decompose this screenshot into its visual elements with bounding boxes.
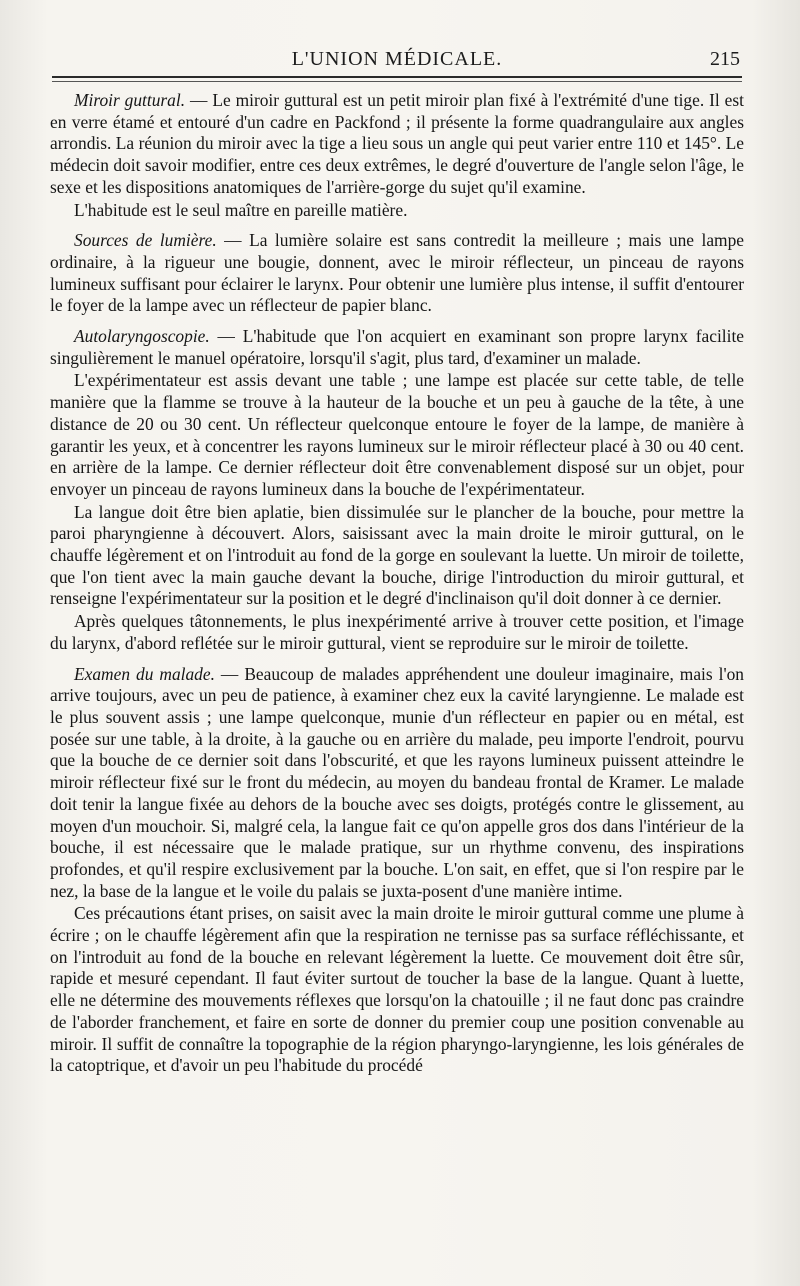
paragraph-autolaryngoscopie	[50, 326, 744, 369]
paragraph-text: Après quelques tâtonnements, le plus inexpérimenté arrive à trouver cette position, et l'image du larynx, d'abord reflétée sur le miroir guttural, vient se reproduire sur le miroir de toilette.	[50, 611, 744, 653]
paragraph-text: — La lumière solaire est sans contredit la meilleure ; mais une lampe ordinaire, à la rigueur une bougie, donnent, avec le miroir réflecteur, un pinceau de rayons lumineux suffisant pour éclairer le larynx. Pour obtenir une lumière plus intense, il suffit d'entourer le foyer de la lampe avec un réflecteur de papier blanc.	[50, 230, 744, 316]
article-body	[50, 90, 744, 1078]
paragraph-experimentateur	[50, 370, 744, 500]
journal-title: L'UNION MÉDICALE.	[291, 48, 503, 70]
running-head	[52, 44, 742, 76]
paragraph-habitude	[50, 200, 744, 222]
header-rule-thin	[52, 81, 742, 82]
section-heading: Sources de lumière.	[74, 230, 217, 251]
paragraph-text: — L'habitude que l'on acquiert en examinant son propre larynx facilite singulièrement le manuel opératoire, lorsqu'il s'agit, plus tard, d'examiner un malade.	[50, 326, 744, 368]
paragraph-miroir-guttural	[50, 90, 744, 199]
paragraph-examen-du-malade	[50, 664, 744, 903]
paragraph-sources-de-lumiere	[50, 230, 744, 317]
paragraph-text: La langue doit être bien aplatie, bien dissimulée sur le plancher de la bouche, pour mettre la paroi pharyngienne à découvert. Alors, saisissant avec la main droite le miroir guttural, on le chauffe légèrement et on l'introduit au fond de la gorge en soulevant la luette. Un miroir de toilette, que l'on tient avec la main gauche devant la bouche, dirige l'introduction du miroir guttural, et renseigne l'expérimentateur sur la position et le degré d'inclinaison qu'il doit donner à ce dernier.	[50, 501, 744, 609]
paragraph-tatonnements	[50, 611, 744, 654]
paragraph-text: — Le miroir guttural est un petit miroir plan fixé à l'extrémité d'une tige. Il est en verre étamé et entouré d'un cadre en Packfond ; il présente la forme quadrangulaire aux angles arrondis. La réunion du miroir avec la tige a lieu sous un angle qui peut varier entre 110 et 145°. Le médecin doit savoir modifier, entre ces deux extrêmes, le degré d'ouverture de l'angle selon l'âge, le sexe et les dispositions anatomiques de l'arrière-gorge du sujet qu'il examine.	[50, 90, 744, 197]
section-heading: Autolaryngoscopie.	[74, 326, 210, 347]
paragraph-langue	[50, 502, 744, 611]
paragraph-text: — Beaucoup de malades appréhendent une douleur imaginaire, mais l'on arrive toujours, avec un peu de patience, à examiner chez eux la cavité laryngienne. Le malade est le plus souvent assis ; une lampe quelconque, munie d'un réflecteur en papier ou en métal, est posée sur une table, à la droite, à la gauche ou en arrière du malade, peu importe l'endroit, pourvu que la bouche de ce dernier soit dans l'obscurité, et que les rayons lumineux puissent atteindre le miroir réflecteur fixé sur le front du médecin, au moyen du bandeau frontal de Kramer. Le malade doit tenir la langue fixée au dehors de la bouche avec ses doigts, protégés contre le glissement, au moyen d'un mouchoir. Si, malgré cela, la langue fait ce qu'on appelle gros dos dans l'intérieur de la bouche, il est nécessaire que le malade pratique, sur un rhythme convenu, des inspirations profondes, et qu'il respire exclusivement par la bouche. L'on sait, en effet, que si l'on respire par le nez, la base de la langue et le voile du palais se juxta-posent d'une manière intime.	[50, 663, 745, 901]
section-heading: Examen du malade.	[74, 663, 215, 684]
section-heading: Miroir guttural.	[74, 90, 186, 110]
header-rule	[52, 76, 742, 78]
paragraph-text: Ces précautions étant prises, on saisit avec la main droite le miroir guttural comme une plume à écrire ; on le chauffe légèrement afin que la respiration ne ternisse pas sa surface réfléchissante, et on l'introduit au fond de la bouche en relevant légèrement la luette. Ce mouvement doit être sûr, rapide et mesuré cependant. Il faut éviter surtout de toucher la base de la langue. Quant à luette, elle ne détermine des mouvements réflexes que lorsqu'on la chatouille ; il ne faut donc pas craindre de l'aborder franchement, et faire en sorte de donner du premier coup une position convenable au miroir. Il suffit de connaître la topographie de la région pharyngo-laryngienne, les lois générales de la catoptrique, et d'avoir un peu l'habitude du procédé	[50, 903, 744, 1076]
paragraph-precautions	[50, 903, 744, 1077]
paragraph-text: L'expérimentateur est assis devant une table ; une lampe est placée sur cette table, de telle manière que la flamme se trouve à la hauteur de la bouche et un peu à gauche de la tête, à une distance de 20 ou 30 cent. Un réflecteur quelconque entoure le foyer de la lampe, de manière à garantir les yeux, et à concentrer les rayons lumineux sur le miroir réflecteur placé à 30 ou 40 cent. en arrière de la lampe. Ce dernier réflecteur doit être convenablement disposé sur un objet, pour envoyer un pinceau de rayons lumineux dans la bouche de l'expérimentateur.	[50, 370, 744, 499]
paragraph-text: L'habitude est le seul maître en pareille matière.	[74, 199, 408, 220]
page-number: 215	[710, 48, 740, 70]
